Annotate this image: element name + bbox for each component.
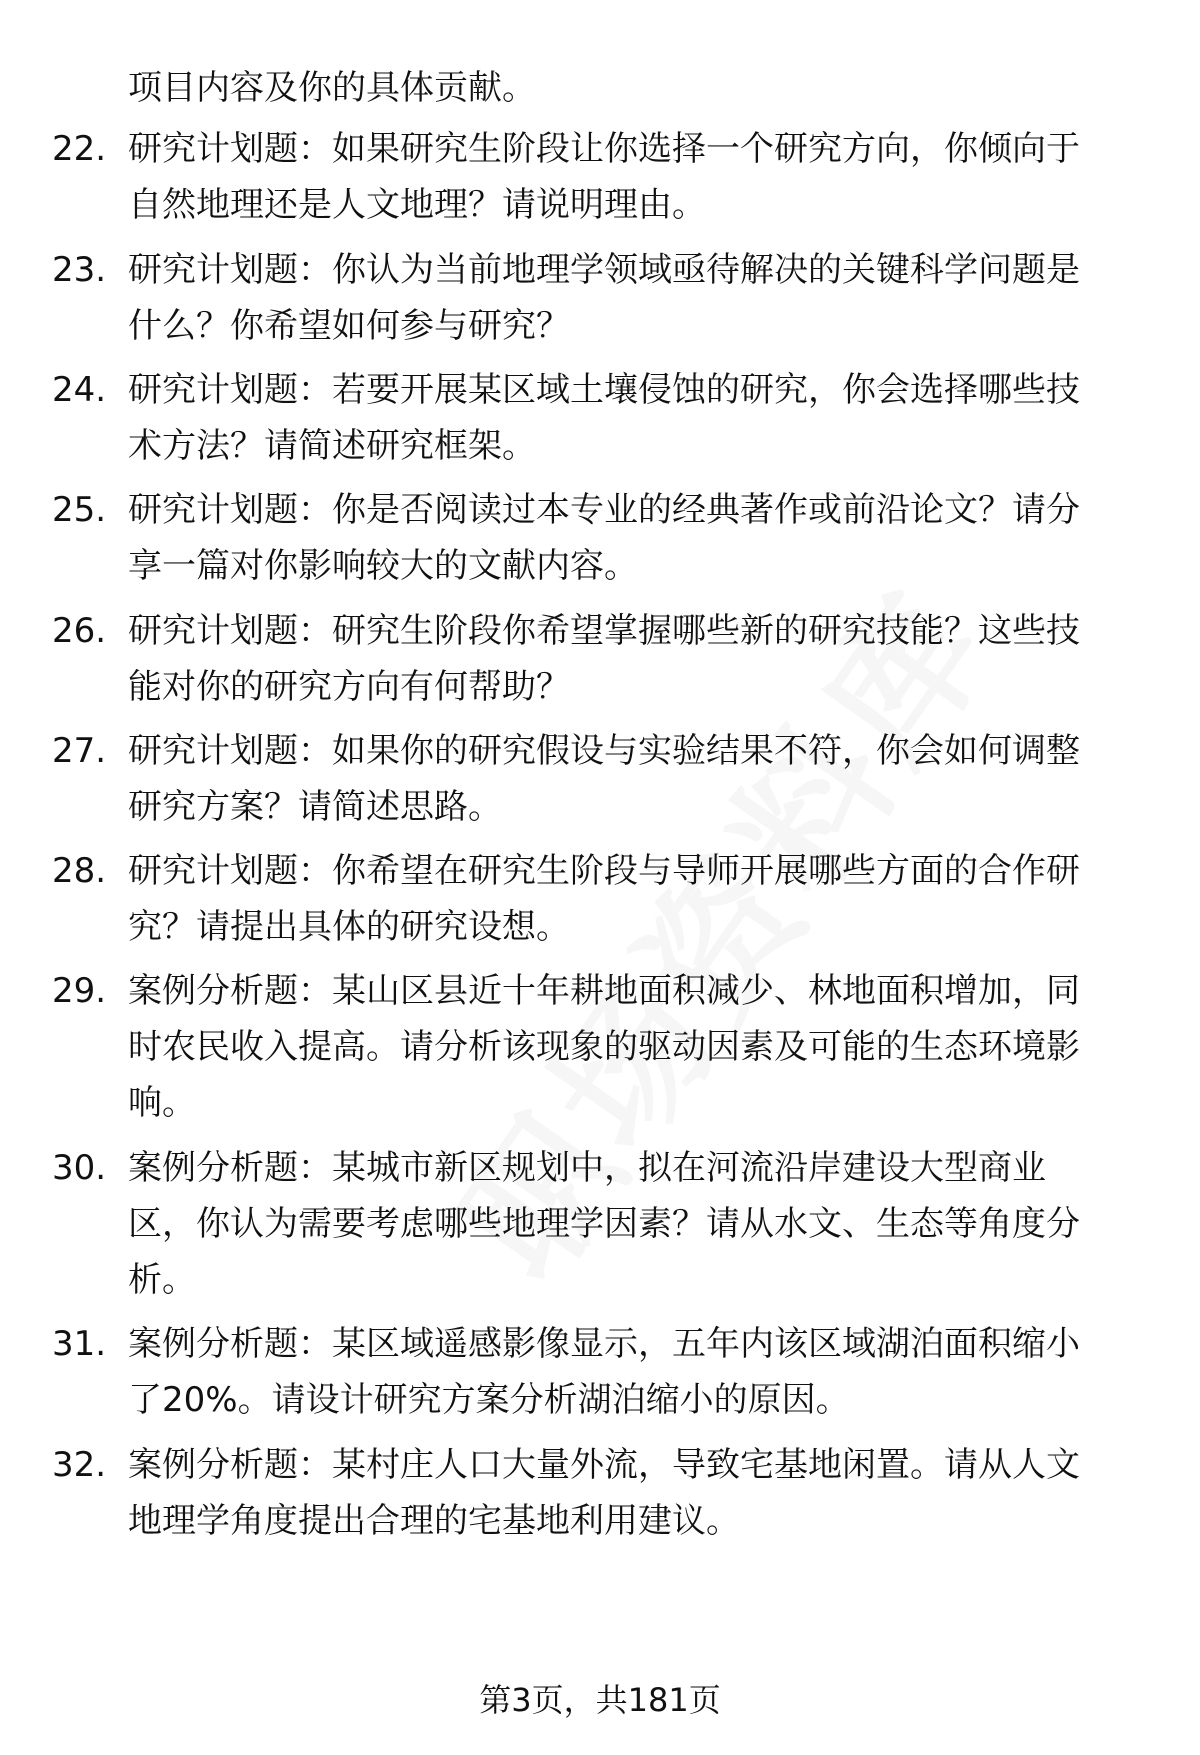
question-line: 研究计划题：你认为当前地理学领域亟待解决的关键科学问题是	[128, 250, 1080, 290]
question-line: 研究计划题：若要开展某区域土壤侵蚀的研究，你会选择哪些技	[128, 370, 1080, 410]
question-line: 区，你认为需要考虑哪些地理学因素？请从水文、生态等角度分	[128, 1204, 1080, 1244]
question-text	[128, 482, 1080, 594]
question-number: 26.	[52, 611, 107, 651]
page-footer: 第3页，共181页	[479, 1681, 721, 1719]
question-line: 案例分析题：某山区县近十年耕地面积减少、林地面积增加，同	[128, 971, 1080, 1011]
question-line: 研究计划题：如果研究生阶段让你选择一个研究方向，你倾向于	[128, 129, 1080, 169]
question-line: 响。	[128, 1083, 196, 1123]
question-line: 术方法？请简述研究框架。	[128, 426, 536, 466]
question-line: 了20%。请设计研究方案分析湖泊缩小的原因。	[128, 1380, 850, 1420]
question-line: 什么？你希望如何参与研究？	[128, 306, 570, 346]
question-number: 24.	[52, 370, 107, 410]
question-line: 研究计划题：研究生阶段你希望掌握哪些新的研究技能？这些技	[128, 611, 1080, 651]
question-line: 享一篇对你影响较大的文献内容。	[128, 546, 638, 586]
question-text	[128, 1140, 1080, 1308]
question-text	[128, 963, 1080, 1131]
question-line: 案例分析题：某村庄人口大量外流，导致宅基地闲置。请从人文	[128, 1445, 1080, 1485]
question-text	[128, 843, 1080, 955]
question-line: 自然地理还是人文地理？请说明理由。	[128, 185, 706, 225]
question-text	[128, 242, 1080, 354]
question-text	[128, 603, 1080, 715]
question-text	[128, 121, 1080, 233]
question-line: 析。	[128, 1260, 196, 1300]
question-line: 案例分析题：某区域遥感影像显示，五年内该区域湖泊面积缩小	[128, 1324, 1080, 1364]
question-line: 研究计划题：如果你的研究假设与实验结果不符，你会如何调整	[128, 731, 1080, 771]
question-text	[128, 723, 1080, 835]
question-number: 23.	[52, 250, 107, 290]
question-line: 地理学角度提出合理的宅基地利用建议。	[128, 1501, 740, 1541]
question-text	[128, 1437, 1080, 1549]
question-number: 30.	[52, 1148, 107, 1188]
question-line: 研究计划题：你是否阅读过本专业的经典著作或前沿论文？请分	[128, 490, 1080, 530]
question-number: 29.	[52, 971, 107, 1011]
previous-question-continuation	[128, 60, 536, 116]
question-line: 能对你的研究方向有何帮助？	[128, 667, 570, 707]
question-line: 时农民收入提高。请分析该现象的驱动因素及可能的生态环境影	[128, 1027, 1080, 1067]
question-number: 31.	[52, 1324, 107, 1364]
question-number: 22.	[52, 129, 107, 169]
question-line: 研究计划题：你希望在研究生阶段与导师开展哪些方面的合作研	[128, 851, 1080, 891]
question-line: 案例分析题：某城市新区规划中，拟在河流沿岸建设大型商业	[128, 1148, 1046, 1188]
question-number: 28.	[52, 851, 107, 891]
question-text	[128, 1316, 1080, 1428]
question-line: 研究方案？请简述思路。	[128, 787, 502, 827]
question-line: 究？请提出具体的研究设想。	[128, 907, 570, 947]
question-number: 27.	[52, 731, 107, 771]
question-number: 25.	[52, 490, 107, 530]
question-text	[128, 362, 1080, 474]
question-number: 32.	[52, 1445, 107, 1485]
continuation-line: 项目内容及你的具体贡献。	[128, 68, 536, 108]
